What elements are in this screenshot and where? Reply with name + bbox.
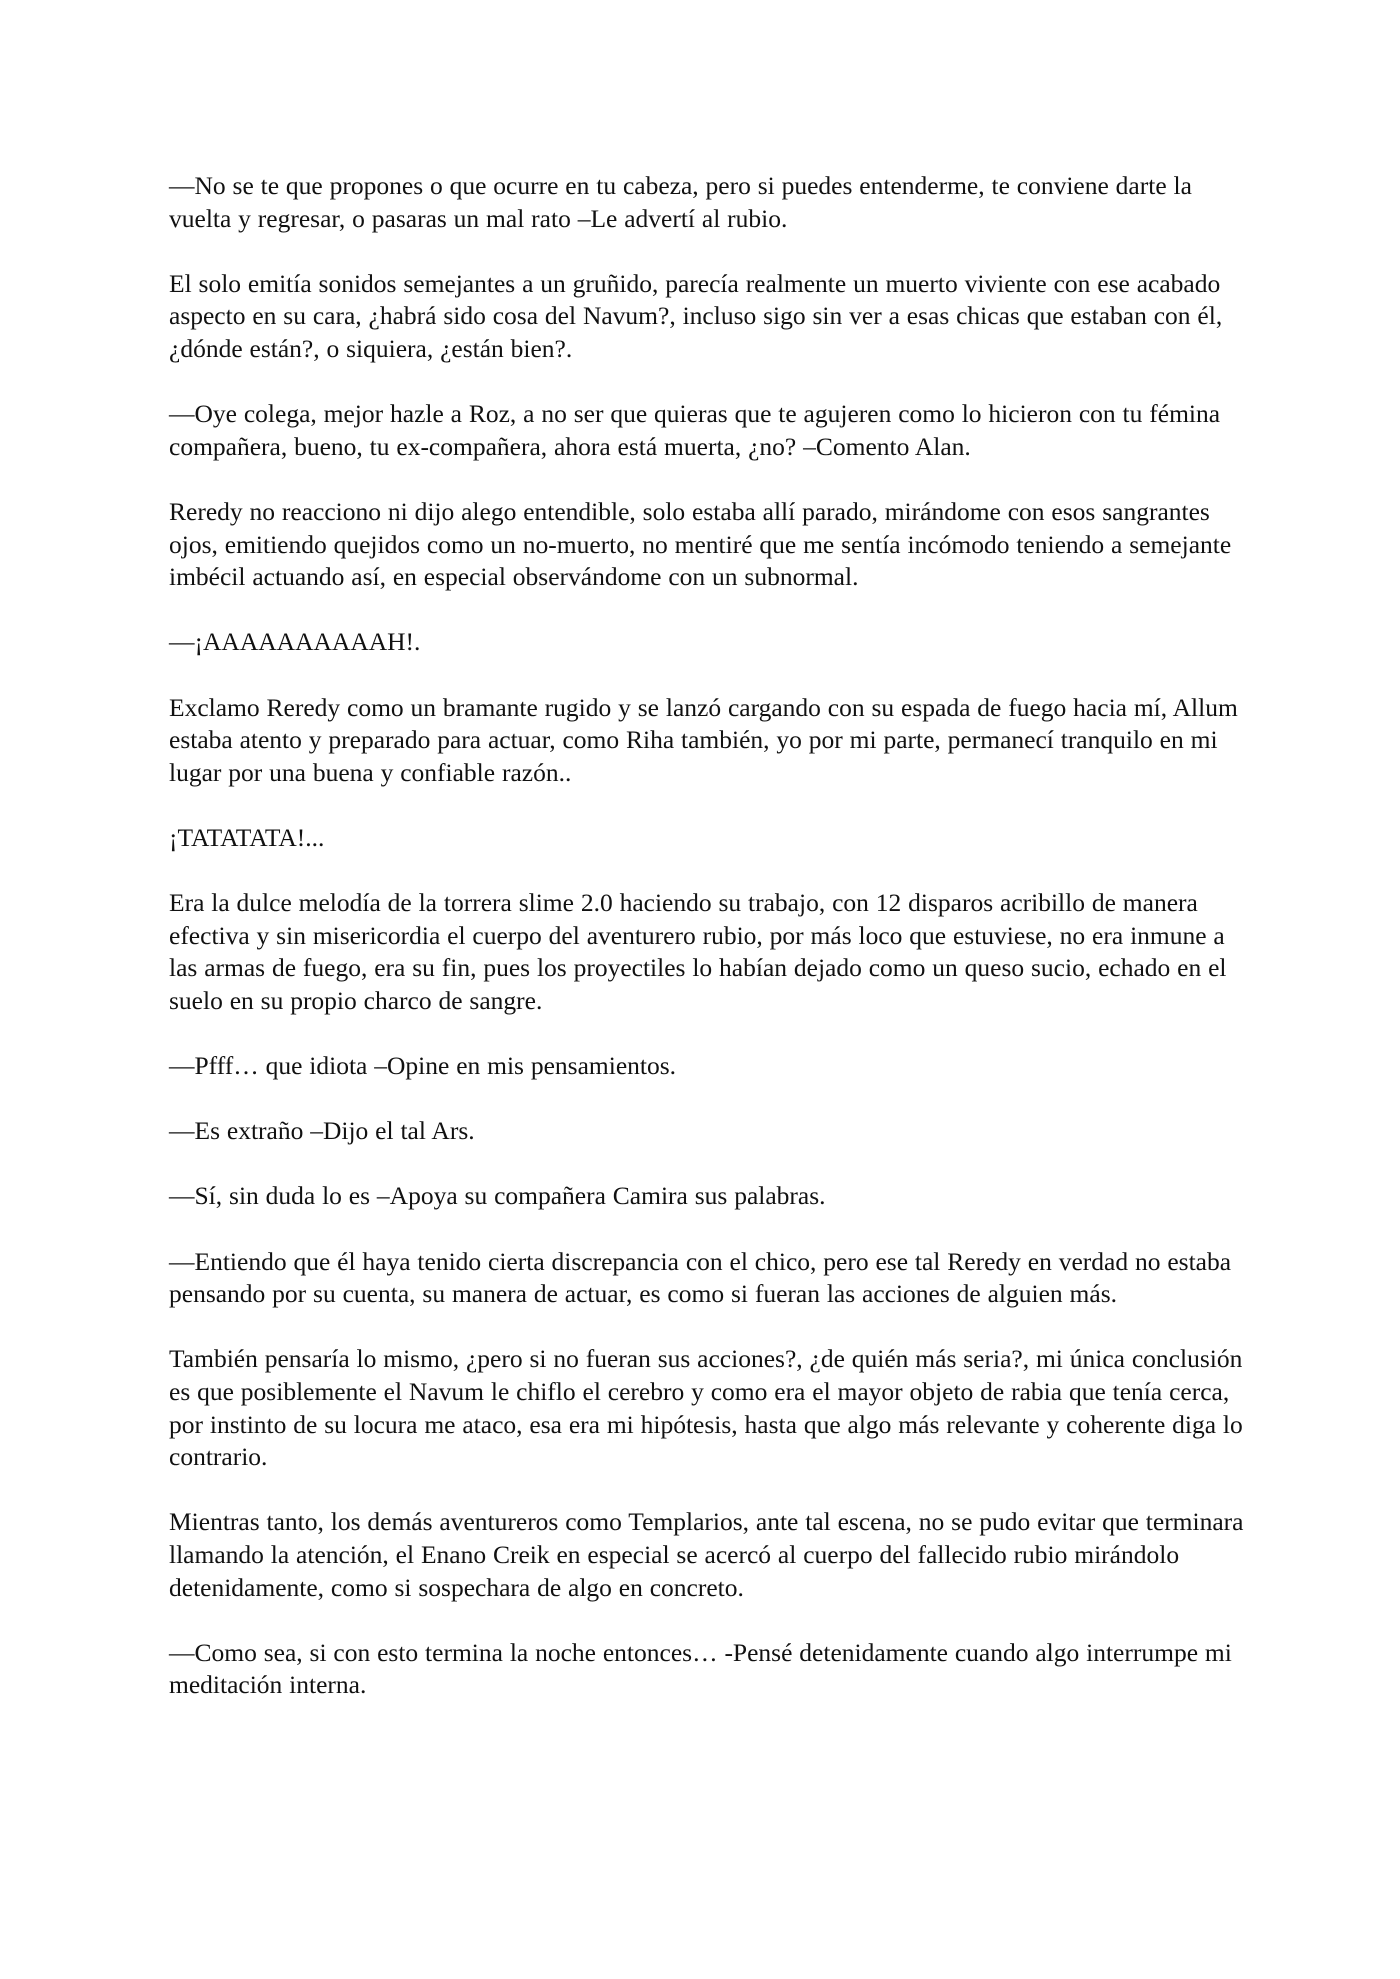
document-body bbox=[169, 170, 1244, 1735]
paragraph: ¡TATATATA!... bbox=[169, 822, 325, 852]
paragraph: Era la dulce melodía de la torrera slime 2.0 haciendo su trabajo, con 12 disparos acribillo de manera efectiva y sin misericordia el cuerpo del aventurero rubio, por más loco que estuviese, no era inmune a las armas de fuego, era su fin, pues los proyectiles lo habían dejado como un queso sucio, echado en el suelo en su propio charco de sangre. bbox=[169, 888, 1227, 1015]
paragraph: Exclamo Reredy como un bramante rugido y se lanzó cargando con su espada de fuego hacia mí, Allum estaba atento y preparado para actuar, como Riha también, yo por mi parte, permanecí tranquilo en mi lugar por una buena y confiable razón.. bbox=[169, 692, 1238, 787]
paragraph: Reredy no reacciono ni dijo alego entendible, solo estaba allí parado, mirándome con esos sangrantes ojos, emitiendo quejidos como un no-muerto, no mentiré que me sentía incómodo teniendo a semejante imbécil actuando así, en especial observándome con un subnormal. bbox=[169, 496, 1232, 592]
paragraph: Mientras tanto, los demás aventureros como Templarios, ante tal escena, no se pudo evitar que terminara llamando la atención, el Enano Creik en especial se acercó al cuerpo del fallecido rubio mirándolo detenidamente, como si sospechara de algo en concreto. bbox=[169, 1507, 1244, 1602]
paragraph: —¡AAAAAAAAAAH!. bbox=[169, 627, 421, 657]
paragraph: —Sí, sin duda lo es –Apoya su compañera Camira sus palabras. bbox=[169, 1181, 826, 1211]
paragraph: El solo emitía sonidos semejantes a un gruñido, parecía realmente un muerto viviente con ese acabado aspecto en su cara, ¿habrá sido cosa del Navum?, incluso sigo sin ver a esas chicas que estaban con él, ¿dónde están?, o siquiera, ¿están bien?. bbox=[169, 268, 1223, 363]
paragraph: También pensaría lo mismo, ¿pero si no fueran sus acciones?, ¿de quién más seria?, mi única conclusión es que posiblemente el Navum le chiflo el cerebro y como era el mayor objeto de rabia que tenía cerca, por instinto de su locura me ataco, esa era mi hipótesis, hasta que algo más relevante y coherente diga lo contrario. bbox=[169, 1344, 1243, 1472]
paragraph: —Pfff… que idiota –Opine en mis pensamientos. bbox=[169, 1051, 677, 1081]
paragraph: —Como sea, si con esto termina la noche entonces… -Pensé detenidamente cuando algo interrumpe mi meditación interna. bbox=[169, 1637, 1232, 1700]
paragraph: —Entiendo que él haya tenido cierta discrepancia con el chico, pero ese tal Reredy en verdad no estaba pensando por su cuenta, su manera de actuar, es como si fueran las acciones de alguien más. bbox=[169, 1246, 1232, 1309]
paragraph: —No se te que propones o que ocurre en tu cabeza, pero si puedes entenderme, te conviene darte la vuelta y regresar, o pasaras un mal rato –Le advertí al rubio. bbox=[169, 171, 1192, 233]
paragraph: —Oye colega, mejor hazle a Roz, a no ser que quieras que te agujeren como lo hicieron con tu fémina compañera, bueno, tu ex-compañera, ahora está muerta, ¿no? –Comento Alan. bbox=[169, 399, 1221, 461]
paragraph: —Es extraño –Dijo el tal Ars. bbox=[169, 1116, 475, 1146]
